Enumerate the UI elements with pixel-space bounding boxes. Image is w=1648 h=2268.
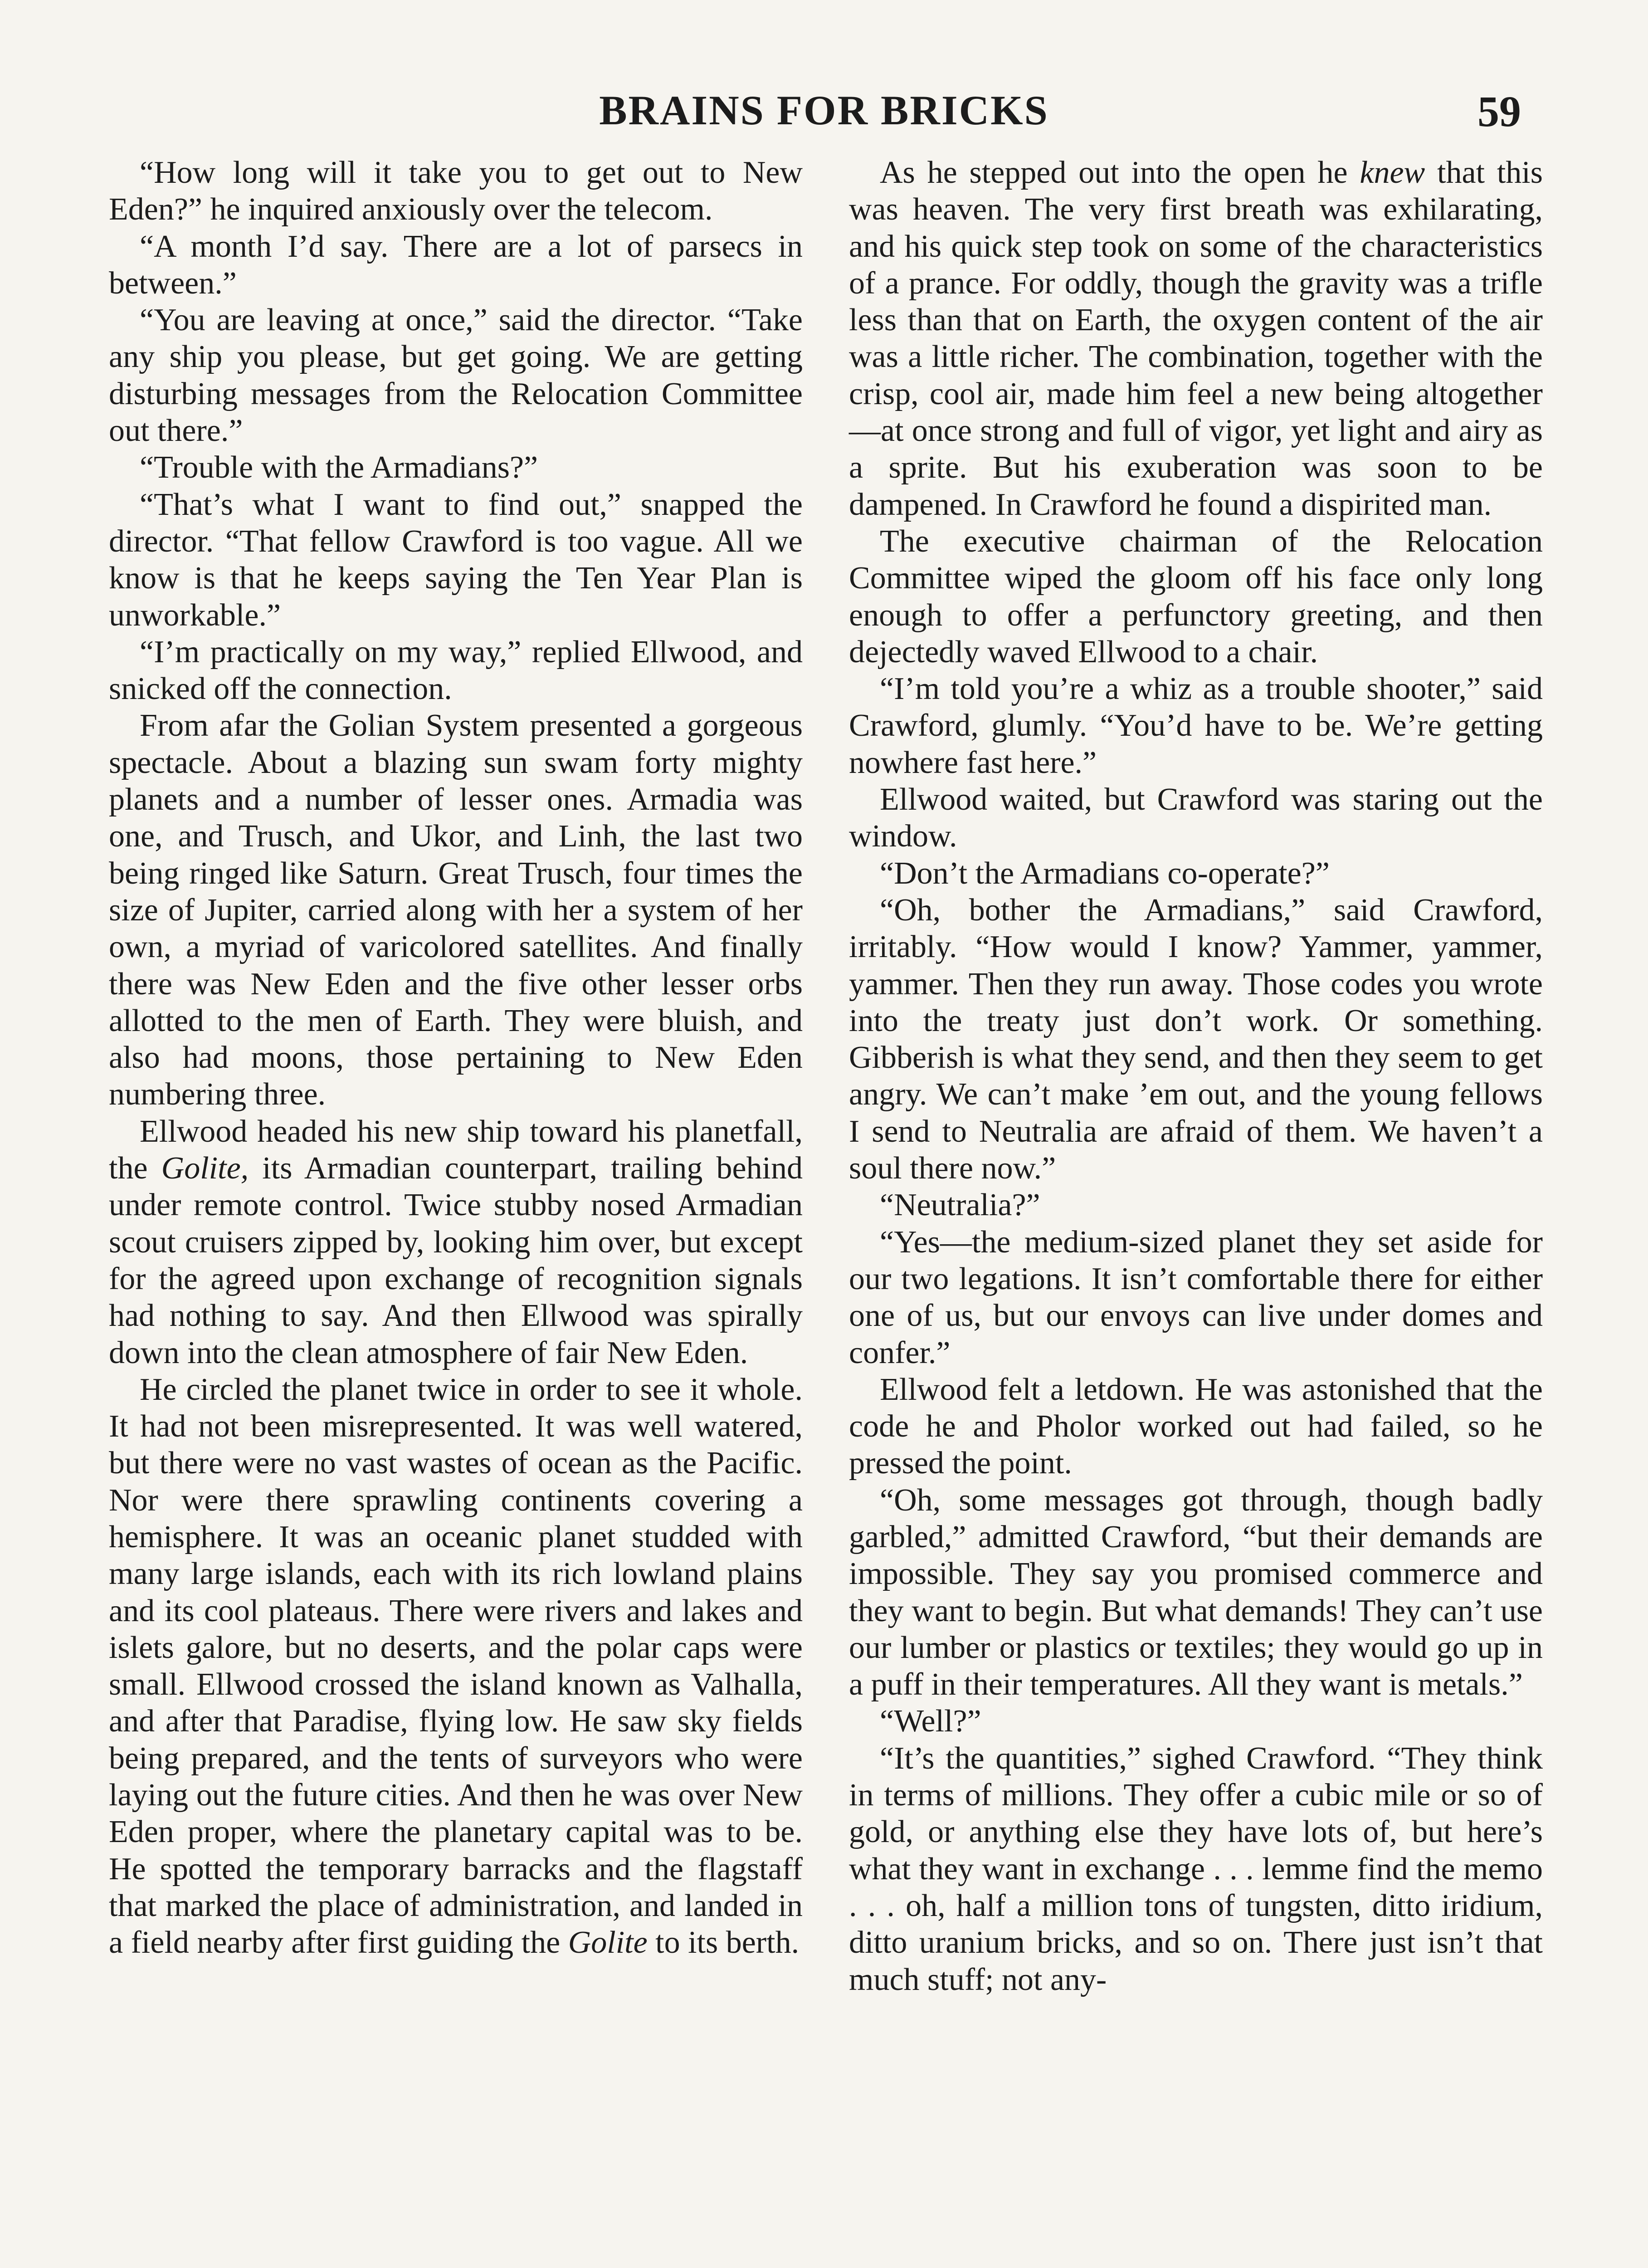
paragraph — [109, 1113, 803, 1371]
text-run: its Armadian counterpart, trailing behind under remote control. Twice stubby nosed Armadian scout cruisers zipped by, looking him over, but except for the agreed upon exchange of recognition signals had nothing to say. And then Ellwood was spirally down into the clean atmosphere of fair New Eden. — [109, 1151, 803, 1370]
paragraph: “You are leaving at once,” said the director. “Take any ship you please, but get going. We are getting disturbing messages from the Relocation Committee out there.” — [109, 303, 803, 449]
page-number: 59 — [1477, 87, 1521, 136]
text-run: As he stepped out into the open he — [880, 155, 1360, 190]
paragraph: The executive chairman of the Relocation Committee wiped the gloom off his face only long enough to offer a perfunctory greeting, and then dejectedly waved Ellwood to a chair. — [849, 523, 1543, 670]
text-run: He circled the planet twice in order to see it whole. It had not been misrepresented. It was well watered, but there were no vast wastes of ocean as the Pacific. Nor were there sprawling continents covering a hemisphere. It was an oceanic planet studded with many large islands, each with its rich lowland plains and its cool plateaus. There were rivers and lakes and islets galore, but no deserts, and the polar caps were small. Ellwood crossed the island known as Valhalla, and after that Paradise, flying low. He saw sky fields being prepared, and the tents of surveyors who were laying out the future cities. And then he was over New Eden proper, where the planetary capital was to be. He spotted the temporary barracks and the flagstaff that marked the place of administration, and landed in a field nearby after first guiding the — [109, 1372, 803, 1960]
left-column — [109, 154, 803, 1961]
paragraph: Ellwood waited, but Crawford was staring out the window. — [849, 782, 1543, 854]
text-run: to its berth. — [647, 1925, 800, 1960]
right-column — [849, 154, 1543, 1998]
paragraph: From afar the Golian System presented a gorgeous spectacle. About a blazing sun swam forty mighty planets and a number of lesser ones. Armadia was one, and Trusch, and Ukor, and Linh, the last two being ringed like Saturn. Great Trusch, four times the size of Jupiter, carried along with her a system of her own, a myriad of varicolored satellites. And finally there was New Eden and the five other lesser orbs allotted to the men of Earth. They were bluish, and also had moons, those pertaining to New Eden numbering three. — [109, 708, 803, 1112]
text-run: that this was heaven. The very first breath was exhilarating, and his quick step took on some of the characteristics of a prance. For oddly, though the gravity was a trifle less than that on Earth, the oxygen content of the air was a little richer. The combination, together with the crisp, cool air, made him feel a new being altogether—at once strong and full of vigor, yet light and airy as a sprite. But his exuberation was soon to be dampened. In Crawford he found a dispirited man. — [849, 155, 1543, 522]
paragraph: “Oh, some messages got through, though badly garbled,” admitted Crawford, “but their demands are impossible. They say you promised commerce and they want to begin. But what demands! They can’t use our lumber or plastics or textiles; they would go up in a puff in their temperatures. All they want is metals.” — [849, 1482, 1543, 1702]
paragraph: “How long will it take you to get out to New Eden?” he inquired anxiously over the telecom. — [109, 155, 803, 227]
paragraph: “Yes—the medium-sized planet they set aside for our two legations. It isn’t comfortable there for either one of us, but our envoys can live under domes and confer.” — [849, 1224, 1543, 1370]
paragraph: “Well?” — [880, 1704, 981, 1739]
paragraph: “That’s what I want to find out,” snapped the director. “That fellow Crawford is too vague. All we know is that he keeps saying the Ten Year Plan is unworkable.” — [109, 487, 803, 633]
paragraph — [849, 154, 1543, 523]
paragraph: “Neutralia?” — [880, 1188, 1040, 1223]
paragraph: “I’m practically on my way,” replied Ellwood, and snicked off the connection. — [109, 634, 803, 707]
paragraph: “A month I’d say. There are a lot of parsecs in between.” — [109, 229, 803, 301]
paragraph — [109, 1371, 803, 1961]
paragraph: Ellwood felt a letdown. He was astonished that the code he and Pholor worked out had failed, so he pressed the point. — [849, 1372, 1543, 1481]
text-run: Ellwood headed his new ship toward his planetfall, the — [109, 1114, 803, 1186]
running-title: BRAINS FOR BRICKS — [599, 87, 1049, 133]
paragraph: “It’s the quantities,” sighed Crawford. “They think in terms of millions. They offer a cubic mile or so of gold, or anything else they have lots of, but here’s what they want in exchange . . . lemme find the memo . . . oh, half a million tons of tungsten, ditto iridium, ditto uranium bricks, and so on. There just isn’t that much stuff; not any- — [849, 1740, 1543, 1997]
paragraph: “I’m told you’re a whiz as a trouble shooter,” said Crawford, glumly. “You’d have to be. We’re getting nowhere fast here.” — [849, 671, 1543, 780]
paragraph: “Don’t the Armadians co-operate?” — [880, 855, 1330, 891]
paragraph: “Oh, bother the Armadians,” said Crawford, irritably. “How would I know? Yammer, yammer, yammer. Then they run away. Those codes you wrote into the treaty just don’t work. Or something. Gibberish is what they send, and then they seem to get angry. We can’t make ’em out, and the young fellows I send to Neutralia are afraid of them. We haven’t a soul there now.” — [849, 892, 1543, 1186]
page-header — [109, 86, 1539, 154]
ship-name: Golite, — [161, 1151, 249, 1186]
paragraph: “Trouble with the Armadians?” — [140, 450, 538, 485]
ship-name: Golite — [568, 1925, 648, 1960]
emphasis: knew — [1360, 155, 1425, 190]
